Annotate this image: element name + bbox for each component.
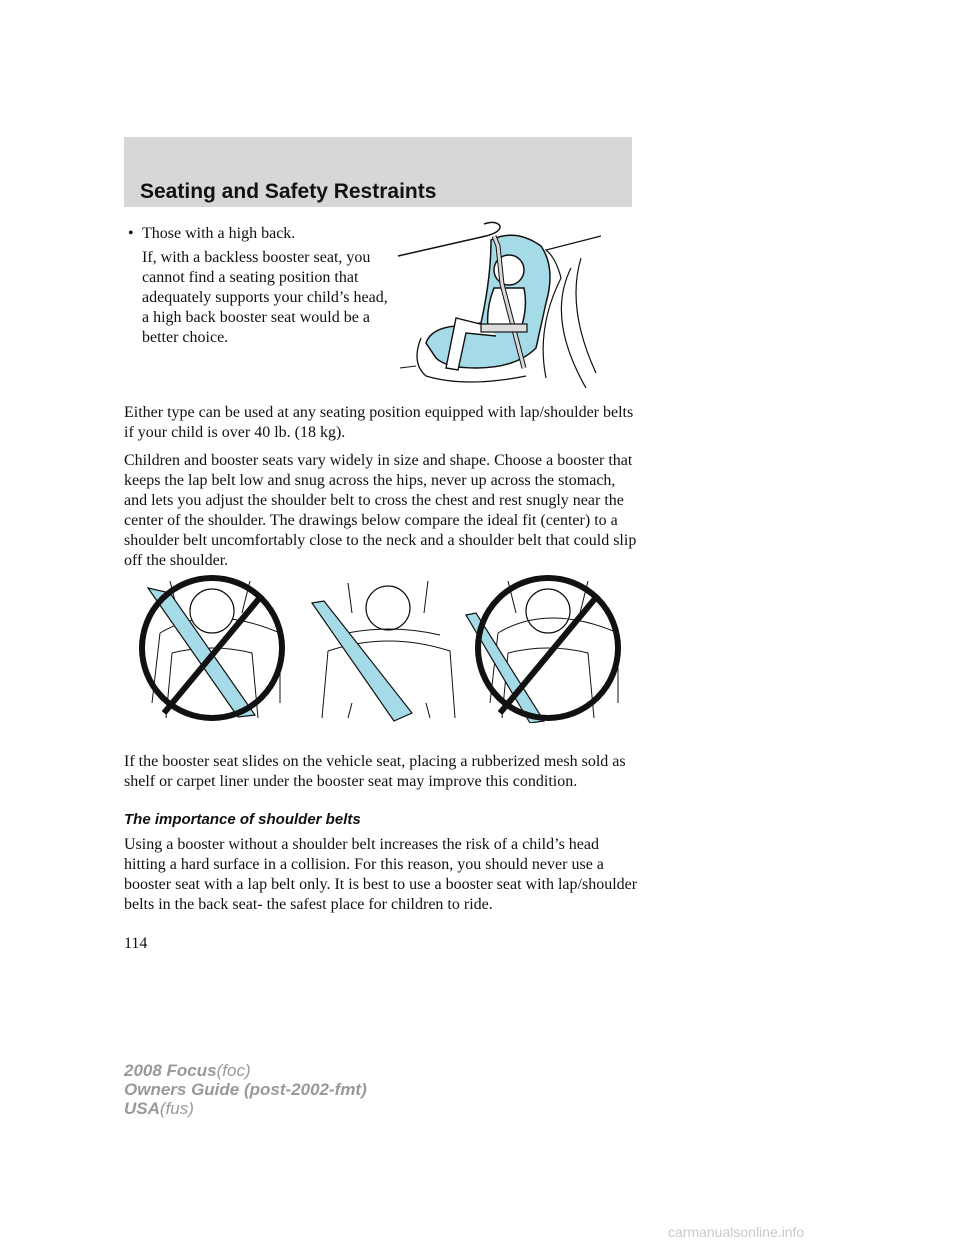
subheading-shoulder-belts: The importance of shoulder belts [124,811,361,828]
bullet-symbol: • [128,225,134,242]
document-footer [124,1061,367,1118]
bullet-text: Those with a high back. [142,225,296,242]
paragraph-booster-fit: Children and booster seats vary widely in size and shape. Choose a booster that keeps the lap belt low and snug across the hips, never up across the stomach, and lets you adjust the shoulder belt to cross the chest and rest snugly near the center of the shoulder. The drawings below compare the ideal fit (center) to a shoulder belt uncomfortably close to the neck and a shoulder belt that could slip off the shoulder. [124,452,637,569]
belt-ideal-fit-drawing [312,581,455,721]
footer-line-1 [124,1061,367,1080]
footer-line-2: Owners Guide (post-2002-fmt) [124,1080,367,1099]
belt-fit-comparison-illustration [130,573,630,723]
footer-line-3 [124,1099,367,1118]
page-number: 114 [124,935,148,952]
side-paragraph: If, with a backless booster seat, you cannot find a seating position that adequately supports your child’s head, a high back booster seat would be a better choice. [142,249,388,346]
section-title: Seating and Safety Restraints [140,180,437,203]
belt-too-close-to-neck-drawing [142,578,282,718]
footer-model-code: (foc) [216,1061,251,1080]
footer-market-code: (fus) [159,1099,194,1118]
watermark: carmanualsonline.info [668,1224,805,1240]
belt-off-shoulder-drawing [466,578,618,723]
paragraph-shoulder-belt-importance: Using a booster without a shoulder belt increases the risk of a child’s head hitting a hard surface in a collision. For this reason, you should never use a booster seat with a lap belt only. It is best to use a booster seat with lap/shoulder belts in the back seat- the safest place for children to ride. [124,836,638,913]
paragraph-lap-shoulder-belts: Either type can be used at any seating position equipped with lap/shoulder belts if your child is over 40 lb. (18 kg). [124,404,634,441]
paragraph-booster-slides: If the booster seat slides on the vehicle seat, placing a rubberized mesh sold as shelf or carpet liner under the booster seat may improve this condition. [124,753,626,790]
bullet-item [128,224,295,244]
footer-market: USA [124,1099,160,1118]
booster-seat-illustration [396,218,602,388]
footer-model: 2008 Focus [124,1061,217,1080]
